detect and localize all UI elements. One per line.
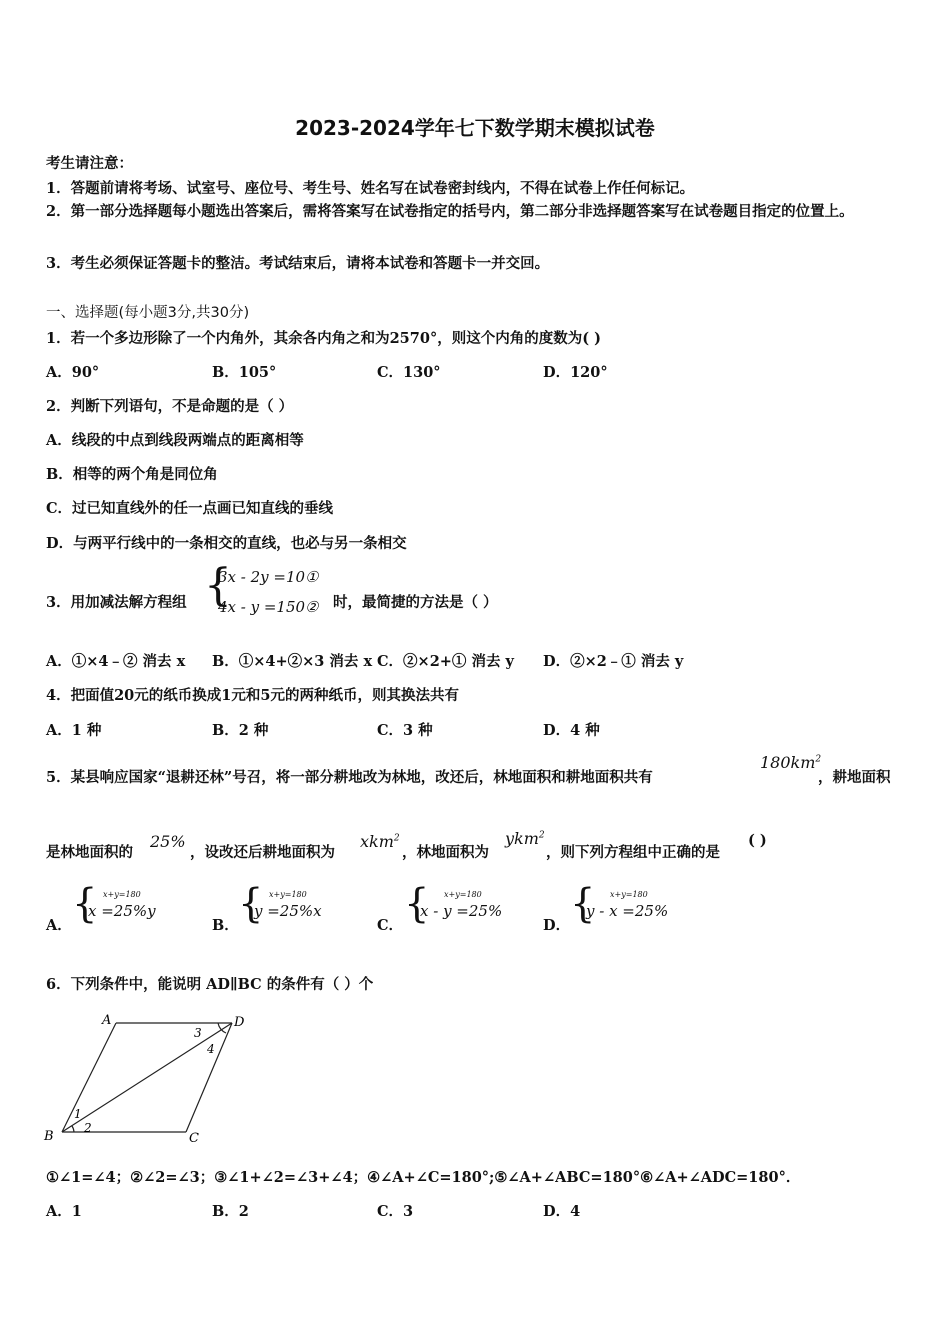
angle-label-4: 4 — [207, 1042, 215, 1056]
q3-equation-1: 3x - 2y =10① — [218, 568, 319, 586]
segment-ab — [62, 1023, 116, 1132]
page-title: 2023-2024学年七下数学期末模拟试卷 — [295, 116, 655, 140]
q5-option-d-bottom: y - x =25% — [586, 902, 669, 920]
angle-arc-b — [72, 1126, 74, 1132]
q4-option-a: A．1 种 — [46, 722, 102, 739]
q4-option-c: C．3 种 — [377, 722, 433, 739]
q5-option-a-brace: { — [72, 881, 98, 927]
q2-option-d: D．与两平行线中的一条相交的直线，也必与另一条相交 — [46, 535, 407, 552]
q5-stem-part4: ，设改还后耕地面积为 — [190, 844, 335, 861]
q3-equation-2: 4x - y =150② — [218, 598, 319, 616]
q5-stem-part2: ，耕地面积 — [818, 769, 891, 786]
q5-stem-part6: ，则下列方程组中正确的是 — [546, 844, 720, 861]
q1-option-a: A．90° — [46, 364, 100, 381]
q3-option-b: B．①×4+②×3 消去 x — [212, 653, 373, 670]
q5-option-b-brace: { — [238, 881, 264, 927]
segment-dc — [186, 1023, 232, 1132]
q2-option-c: C．过已知直线外的任一点画已知直线的垂线 — [46, 500, 334, 517]
q5-stem-part1: 5．某县响应国家“退耕还林”号召，将一部分耕地改为林地，改还后，林地面积和耕地面积共有 — [46, 769, 653, 786]
q3-option-c: C．②×2+① 消去 y — [377, 653, 514, 670]
q5-stem-part3: 是林地面积的 — [46, 844, 133, 861]
vertex-label-b: B — [44, 1129, 54, 1144]
q6-option-c: C．3 — [377, 1203, 414, 1220]
q6-option-a: A．1 — [46, 1203, 82, 1220]
q5-option-a-label: A． — [46, 917, 72, 934]
q5-option-b-top: x+y=180 — [269, 890, 307, 899]
q5-option-b-bottom: y =25%x — [254, 902, 322, 920]
q4-option-d: D．4 种 — [543, 722, 600, 739]
q5-x-area: xkm$^2$ — [360, 832, 400, 851]
q6-parallelogram-figure — [40, 1005, 260, 1150]
notice-item-2: 2．第一部分选择题每小题选出答案后，需将答案写在试卷指定的括号内，第二部分非选择题答案写在试卷题目指定的位置上。 — [46, 203, 854, 220]
q5-area-total: $180km^2$ — [760, 753, 822, 772]
q5-y-area: ykm$^2$ — [505, 829, 545, 848]
notice-item-3: 3．考生必须保证答题卡的整洁。考试结束后，请将本试卷和答题卡一并交回。 — [46, 255, 550, 272]
q1-option-c: C．130° — [377, 364, 441, 381]
q5-option-a-bottom: x =25%y — [88, 902, 156, 920]
q5-option-c-label: C． — [377, 917, 404, 934]
section-heading: 一、选择题(每小题3分,共30分) — [46, 305, 250, 321]
q2-option-b: B．相等的两个角是同位角 — [46, 466, 218, 483]
q5-option-d-top: x+y=180 — [610, 890, 648, 899]
q5-option-d-label: D． — [543, 917, 571, 934]
angle-label-3: 3 — [194, 1026, 202, 1040]
q3-option-d: D．②×2﹣① 消去 y — [543, 653, 684, 670]
q4-stem: 4．把面值20元的纸币换成1元和5元的两种纸币，则其换法共有 — [46, 687, 459, 704]
q5-option-c-bottom: x - y =25% — [420, 902, 503, 920]
q5-option-c-top: x+y=180 — [444, 890, 482, 899]
angle-label-2: 2 — [84, 1121, 92, 1135]
notice-heading: 考生请注意： — [46, 155, 133, 172]
q3-brace: { — [204, 560, 232, 611]
q2-stem: 2．判断下列语句，不是命题的是（ ） — [46, 398, 294, 415]
q1-option-d: D．120° — [543, 364, 608, 381]
q6-conditions: ①∠1=∠4；②∠2=∠3；③∠1+∠2=∠3+∠4；④∠A+∠C=180°;⑤∠A+∠ABC=180°⑥∠A+∠ADC=180°． — [46, 1169, 801, 1186]
notice-item-1: 1．答题前请将考场、试室号、座位号、考生号、姓名写在试卷密封线内，不得在试卷上作任何标记。 — [46, 180, 695, 197]
q1-option-b: B．105° — [212, 364, 277, 381]
angle-label-1: 1 — [74, 1107, 82, 1121]
q3-option-a: A．①×4﹣② 消去 x — [46, 653, 186, 670]
q3-stem-before: 3．用加减法解方程组 — [46, 594, 187, 611]
diagonal-bd — [62, 1023, 232, 1132]
q6-option-d: D．4 — [543, 1203, 581, 1220]
q1-stem: 1．若一个多边形除了一个内角外，其余各内角之和为2570°，则这个内角的度数为( ) — [46, 330, 601, 347]
q5-percent: 25% — [150, 832, 186, 851]
q5-option-a-top: x+y=180 — [103, 890, 141, 899]
vertex-label-c: C — [189, 1131, 199, 1146]
q5-stem-part5: ，林地面积为 — [402, 844, 489, 861]
q2-option-a: A．线段的中点到线段两端点的距离相等 — [46, 432, 304, 449]
q5-option-d-brace: { — [570, 881, 596, 927]
vertex-label-d: D — [234, 1015, 245, 1030]
q6-option-b: B．2 — [212, 1203, 249, 1220]
q3-stem-after: 时，最简捷的方法是（ ） — [333, 594, 498, 611]
q5-option-c-brace: { — [404, 881, 430, 927]
q6-stem: 6．下列条件中，能说明 AD∥BC 的条件有（ ）个 — [46, 976, 374, 993]
vertex-label-a: A — [102, 1013, 112, 1028]
q5-option-b-label: B． — [212, 917, 239, 934]
q5-answer-paren: ( ) — [748, 832, 767, 849]
q4-option-b: B．2 种 — [212, 722, 269, 739]
